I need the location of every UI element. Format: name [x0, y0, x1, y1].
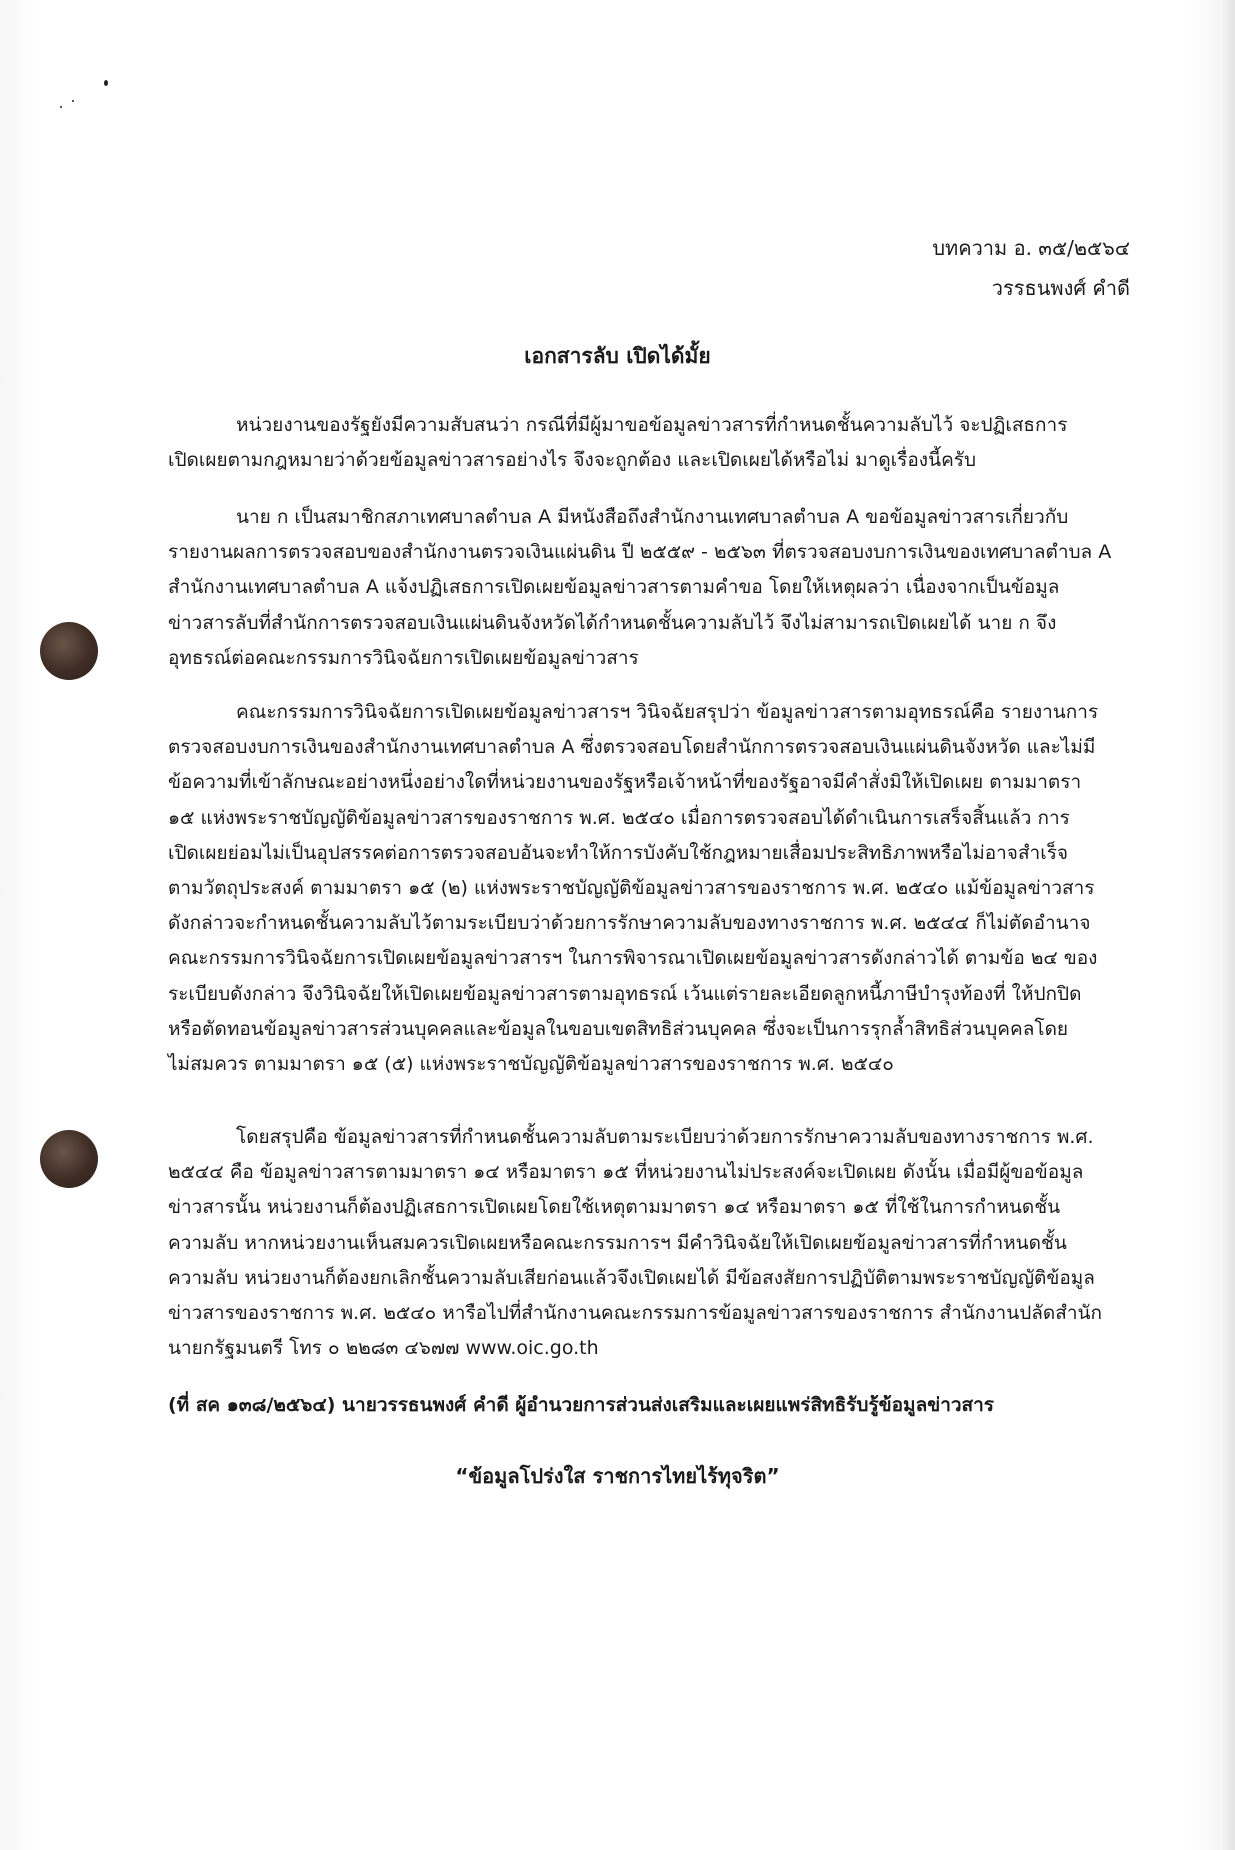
paragraph-case	[168, 500, 1136, 676]
paragraph-line: ๑๕ แห่งพระราชบัญญัติข้อมูลข่าวสารของราชการ พ.ศ. ๒๕๔๐ เมื่อการตรวจสอบได้ดำเนินการเสร็จสิ้นแล้ว การ	[168, 806, 1070, 829]
paragraph-line: ระเบียบดังกล่าว จึงวินิจฉัยให้เปิดเผยข้อมูลข่าวสารตามอุทธรณ์ เว้นแต่รายละเอียดลูกหนี้ภาษีบำรุงท้องที่ ให้ปกปิด	[168, 982, 1082, 1005]
page-edge-shadow	[1221, 0, 1235, 1850]
paragraph-line: ตรวจสอบงบการเงินของสำนักงานเทศบาลตำบล A ซึ่งตรวจสอบโดยสำนักการตรวจสอบเงินแผ่นดินจังหวัด และไม่มี	[168, 736, 1096, 759]
punch-hole	[40, 1130, 98, 1188]
paragraph-line: อุทธรณ์ต่อคณะกรรมการวินิจฉัยการเปิดเผยข้อมูลข่าวสาร	[168, 646, 639, 669]
slogan: “ข้อมูลโปร่งใส ราชการไทยไร้ทุจริต”	[455, 1464, 780, 1488]
paragraph-line: เปิดเผยตามกฎหมายว่าด้วยข้อมูลข่าวสารอย่างไร จึงจะถูกต้อง และเปิดเผยได้หรือไม่ มาดูเรื่องนี้ครับ	[168, 449, 977, 472]
document-header	[932, 228, 1130, 308]
paragraph-line: หน่วยงานของรัฐยังมีความสับสนว่า กรณีที่มีผู้มาขอข้อมูลข่าวสารที่กำหนดชั้นความลับไว้ จะปฏิเสธการ	[236, 414, 1068, 436]
paragraph-intro	[168, 408, 1136, 478]
source-note: (ที่ สค ๑๓๘/๒๕๖๔) นายวรรธนพงศ์ คำดี ผู้อำนวยการส่วนส่งเสริมและเผยแพร่สิทธิรับรู้ข้อมูลข่าวสาร	[168, 1394, 995, 1416]
paragraph-line: ข่าวสารลับที่สำนักการตรวจสอบเงินแผ่นดินจังหวัดได้กำหนดชั้นความลับไว้ จึงไม่สามารถเปิดเผยได้ นาย ก จึง	[168, 611, 1057, 634]
paragraph-line: คณะกรรมการวินิจฉัยการเปิดเผยข้อมูลข่าวสารฯ วินิจฉัยสรุปว่า ข้อมูลข่าวสารตามอุทธรณ์คือ รายงานการ	[236, 701, 1099, 723]
scan-speck	[72, 100, 74, 102]
document-title: เอกสารลับ เปิดได้มั้ย	[524, 344, 711, 368]
paragraph-ruling	[168, 695, 1136, 1082]
scan-speck	[104, 80, 108, 86]
paragraph-line: คณะกรรมการวินิจฉัยการเปิดเผยข้อมูลข่าวสารฯ ในการพิจารณาเปิดเผยข้อมูลข่าวสารดังกล่าวได้ ตามข้อ ๒๔ ของ	[168, 947, 1098, 970]
paragraph-line: ตามวัตถุประสงค์ ตามมาตรา ๑๕ (๒) แห่งพระราชบัญญัติข้อมูลข่าวสารของราชการ พ.ศ. ๒๕๔๐ แม้ข้อมูลข่าวสาร	[168, 877, 1095, 900]
author-name: วรรธนพงศ์ คำดี	[991, 276, 1130, 300]
paragraph-line: ไม่สมควร ตามมาตรา ๑๕ (๕) แห่งพระราชบัญญัติข้อมูลข่าวสารของราชการ พ.ศ. ๒๕๔๐	[168, 1053, 894, 1076]
paragraph-line: หรือตัดทอนข้อมูลข่าวสารส่วนบุคคลและข้อมูลในขอบเขตสิทธิส่วนบุคคล ซึ่งจะเป็นการรุกล้ำสิทธิส่วนบุคคลโดย	[168, 1017, 1069, 1040]
paragraph-line: นาย ก เป็นสมาชิกสภาเทศบาลตำบล A มีหนังสือถึงสำนักงานเทศบาลตำบล A ขอข้อมูลข่าวสารเกี่ยวกับ	[236, 506, 1069, 528]
paragraph-line: นายกรัฐมนตรี โทร ๐ ๒๒๘๓ ๔๖๗๗ www.oic.go.th	[168, 1337, 599, 1360]
paragraph-line: ข้อความที่เข้าลักษณะอย่างหนึ่งอย่างใดที่หน่วยงานของรัฐหรือเจ้าหน้าที่ของรัฐอาจมีคำสั่งมิให้เปิดเผย ตามมาตรา	[168, 771, 1082, 794]
paragraph-line: ข่าวสารของราชการ พ.ศ. ๒๕๔๐ หารือไปที่สำนักงานคณะกรรมการข้อมูลข่าวสารของราชการ สำนักงานปลัดสำนัก	[168, 1302, 1103, 1325]
paragraph-line: โดยสรุปคือ ข้อมูลข่าวสารที่กำหนดชั้นความลับตามระเบียบว่าด้วยการรักษาความลับของทางราชการ พ.ศ.	[236, 1126, 1094, 1148]
paragraph-line: ความลับ หน่วยงานก็ต้องยกเลิกชั้นความลับเสียก่อนแล้วจึงเปิดเผยได้ มีข้อสงสัยการปฏิบัติตามพระราชบัญญัติข้อมูล	[168, 1266, 1095, 1289]
paragraph-line: ๒๕๔๔ คือ ข้อมูลข่าวสารตามมาตรา ๑๔ หรือมาตรา ๑๕ ที่หน่วยงานไม่ประสงค์จะเปิดเผย ดังนั้น เมื่อมีผู้ขอข้อมูล	[168, 1161, 1084, 1184]
paragraph-line: ความลับ หากหน่วยงานเห็นสมควรเปิดเผยหรือคณะกรรมการฯ มีคำวินิจฉัยให้เปิดเผยข้อมูลข่าวสารที่กำหนดชั้น	[168, 1231, 1067, 1254]
paragraph-summary	[168, 1120, 1136, 1366]
paragraph-line: ดังกล่าวจะกำหนดชั้นความลับไว้ตามระเบียบว่าด้วยการรักษาความลับของทางราชการ พ.ศ. ๒๕๔๔ ก็ไม่ตัดอำนาจ	[168, 912, 1091, 935]
paragraph-line: ข่าวสารนั้น หน่วยงานก็ต้องปฏิเสธการเปิดเผยโดยใช้เหตุตามมาตรา ๑๔ หรือมาตรา ๑๕ ที่ใช้ในการกำหนดชั้น	[168, 1196, 1061, 1219]
paragraph-line: รายงานผลการตรวจสอบของสำนักงานตรวจเงินแผ่นดิน ปี ๒๕๕๙ - ๒๕๖๓ ที่ตรวจสอบงบการเงินของเทศบาลตำบล A	[168, 541, 1112, 564]
paragraph-line: เปิดเผยย่อมไม่เป็นอุปสรรคต่อการตรวจสอบอันจะทำให้การบังคับใช้กฎหมายเสื่อมประสิทธิภาพหรือไม่อาจสำเร็จ	[168, 841, 1069, 864]
article-reference: บทความ อ. ๓๕/๒๕๖๔	[932, 236, 1130, 260]
scan-speck	[60, 106, 62, 108]
paragraph-line: สำนักงานเทศบาลตำบล A แจ้งปฏิเสธการเปิดเผยข้อมูลข่าวสารตามคำขอ โดยให้เหตุผลว่า เนื่องจากเป็นข้อมูล	[168, 576, 1060, 599]
punch-hole	[40, 622, 98, 680]
